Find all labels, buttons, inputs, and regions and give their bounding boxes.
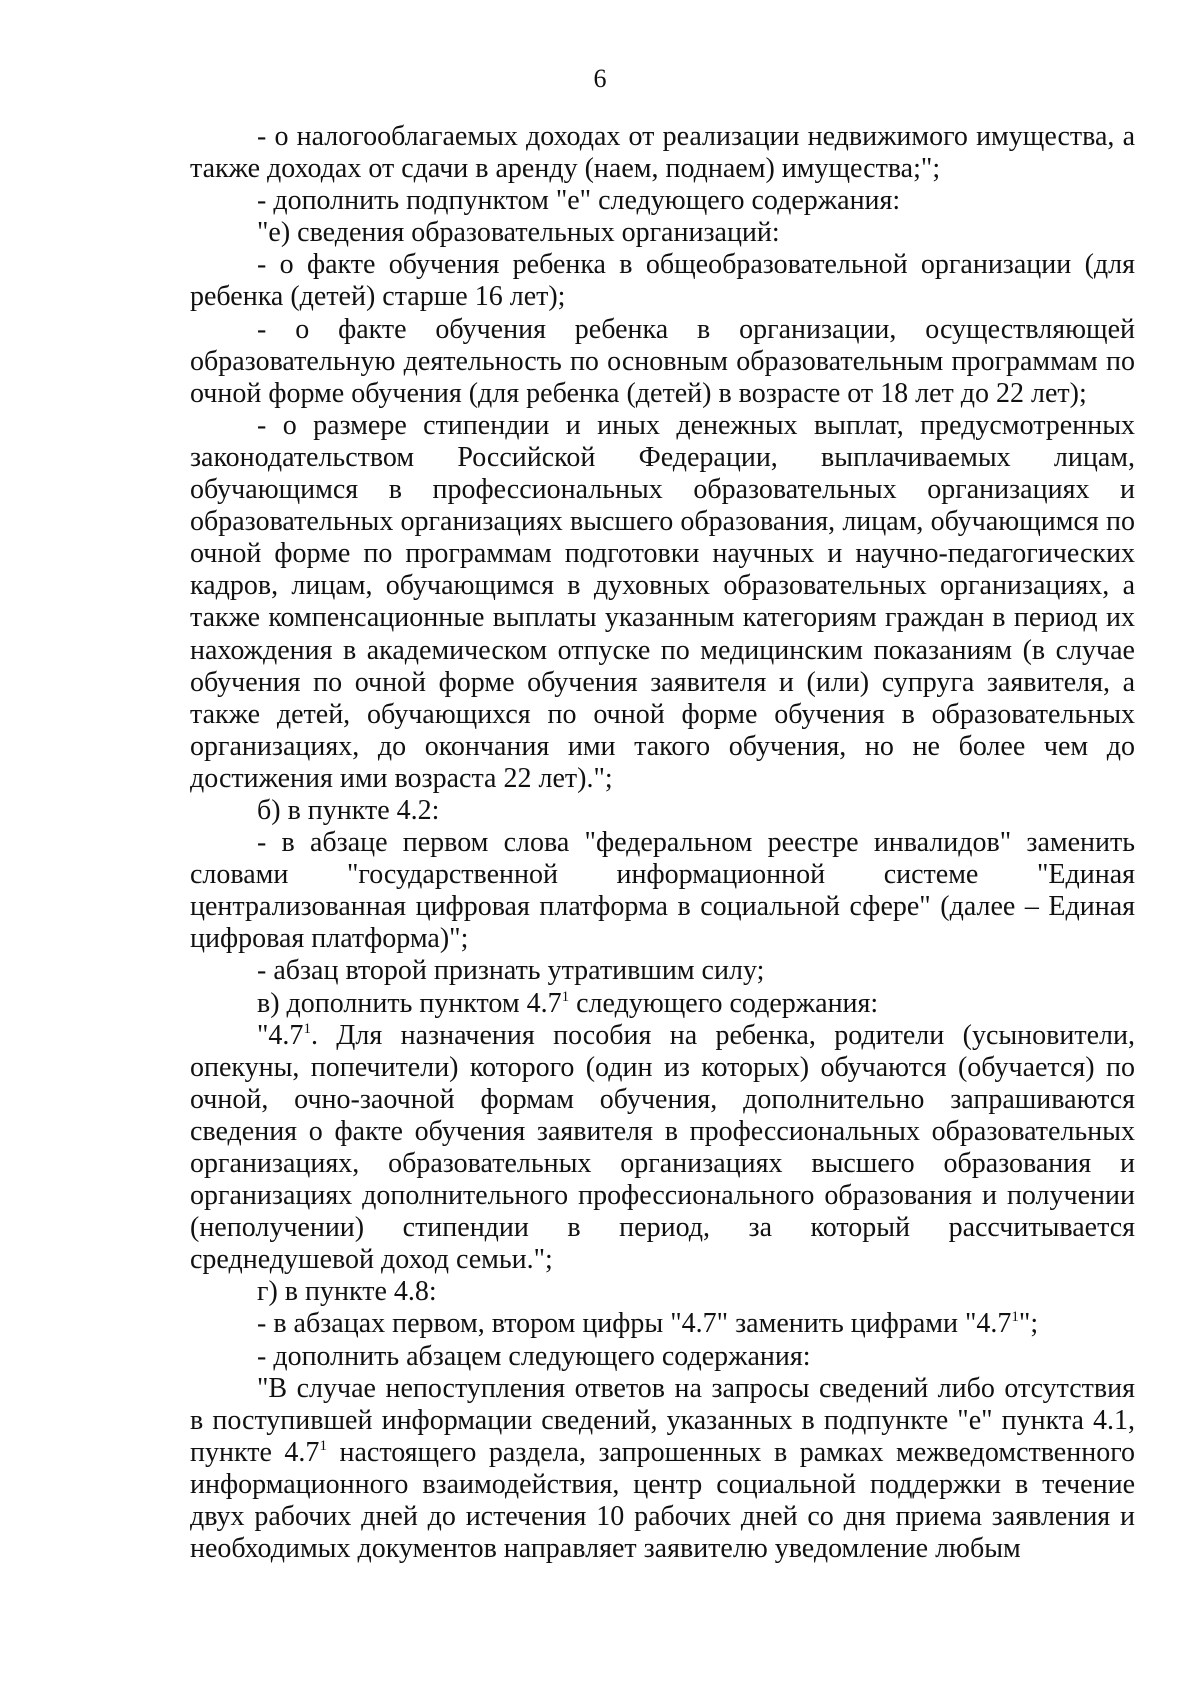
paragraph: - абзац второй признать утратившим силу; [257,955,765,987]
superscript: 1 [319,1437,327,1454]
paragraph: б) в пункте 4.2: [257,794,440,826]
paragraph: - в абзаце первом слова "федеральном реестре инвалидов" заменить словами "государственной информационной системе "Единая централизованная цифровая платформа в социальной сфере" (далее – Единая цифровая платформа)"; [190,827,1135,955]
superscript: 1 [1011,1309,1019,1326]
page-number: 6 [593,64,607,93]
paragraph-text: "В случае непоступления ответов на запросы сведений либо отсутствия в поступившей информации сведений, указанных в подпункте "е" пункта 4.1, пункте 4.7 [190,1372,1135,1468]
superscript: 1 [303,1020,311,1037]
paragraph: - о налогооблагаемых доходах от реализации недвижимого имущества, а также доходах от сдачи в аренду (наем, поднаем) имущества;"; [190,121,1135,185]
paragraph-text: "4.7 [257,1019,304,1051]
paragraph: - о факте обучения ребенка в организации, осуществляющей образовательную деятельность по основным образовательным программам по очной форме обучения (для ребенка (детей) в возрасте от 18 лет до 22 лет); [190,313,1135,409]
paragraph: - дополнить подпунктом "е" следующего содержания: [257,185,901,217]
paragraph [190,988,1135,1020]
paragraph-text: в) дополнить пунктом 4.7 [257,987,562,1019]
paragraph: - дополнить абзацем следующего содержания: [257,1340,811,1372]
paragraph: - о факте обучения ребенка в общеобразовательной организации (для ребенка (детей) старше 16 лет); [190,249,1135,313]
paragraph [190,1373,1135,1566]
paragraph: г) в пункте 4.8: [257,1276,437,1308]
paragraph-text-after: "; [1018,1308,1039,1340]
document-body [190,121,1135,1565]
paragraph-text-after: настоящего раздела, запрошенных в рамках межведомственного информационного взаимодействия, центр социальной поддержки в течение двух рабочих дней до истечения 10 рабочих дней со дня приема заявления и необходимых документов направляет заявителю уведомление любым [190,1436,1135,1565]
paragraph [190,1308,1135,1340]
paragraph-text-after: . Для назначения пособия на ребенка, родители (усыновители, опекуны, попечители) которого (один из которых) обучаются (обучается) по очной, очно-заочной формам обучения, дополнительно запрашиваются сведения о факте обучения заявителя в профессиональных образовательных организациях, образовательных организациях высшего образования и организациях дополнительного профессионального образования и получении (неполучении) стипендии в период, за который рассчитывается среднедушевой доход семьи."; [190,1019,1135,1276]
paragraph: - о размере стипендии и иных денежных выплат, предусмотренных законодательством Российской Федерации, выплачиваемых лицам, обучающимся в профессиональных образовательных организациях и образовательных организациях высшего образования, лицам, обучающимся по очной форме по программам подготовки научных и научно-педагогических кадров, лицам, обучающимся в духовных образовательных организациях, а также компенсационные выплаты указанным категориям граждан в период их нахождения в академическом отпуске по медицинским показаниям (в случае обучения по очной форме обучения заявителя и (или) супруга заявителя, а также детей, обучающихся по очной форме обучения в образовательных организациях, до окончания ими такого обучения, но не более чем до достижения ими возраста 22 лет)."; [190,409,1135,794]
paragraph-text: - в абзацах первом, втором цифры "4.7" заменить цифрами "4.7 [257,1308,1012,1340]
paragraph-text-after: следующего содержания: [569,987,879,1019]
paragraph [190,1020,1135,1277]
paragraph: "е) сведения образовательных организаций: [257,217,780,249]
superscript: 1 [561,988,570,1005]
